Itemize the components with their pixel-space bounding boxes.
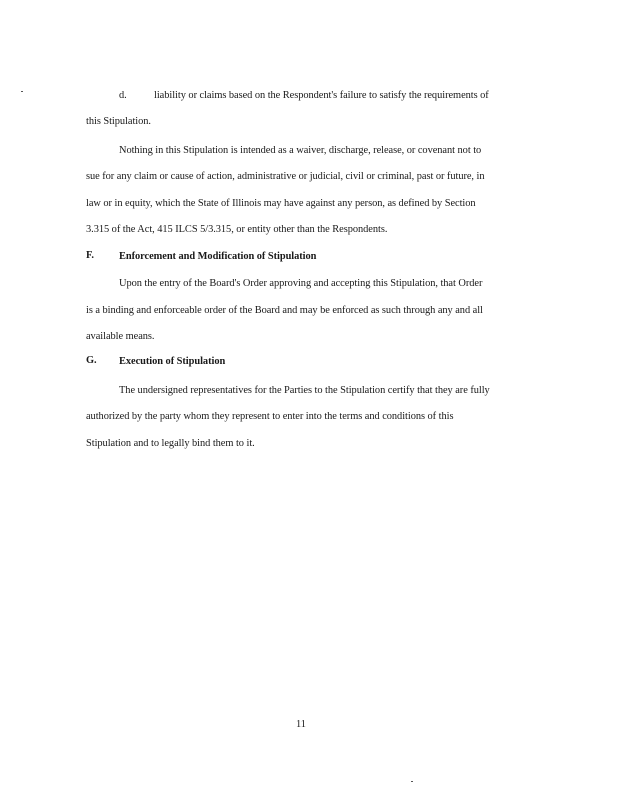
section-g-line-2: authorized by the party whom they represent to enter into the terms and conditions of this	[86, 411, 454, 422]
section-f-letter: F.	[86, 250, 94, 261]
section-f-line-2: is a binding and enforceable order of the Board and may be enforced as such through any and all	[86, 305, 483, 316]
reservation-line-1: Nothing in this Stipulation is intended as a waiver, discharge, release, or covenant not to	[119, 145, 482, 156]
item-d-marker: d.	[119, 90, 127, 101]
scan-speck	[21, 91, 23, 92]
section-f-line-1: Upon the entry of the Board's Order approving and accepting this Stipulation, that Order	[119, 278, 483, 289]
section-g-heading: Execution of Stipulation	[119, 356, 226, 367]
page-number: 11	[296, 719, 306, 730]
section-g-line-1: The undersigned representatives for the Parties to the Stipulation certify that they are fully	[119, 385, 490, 396]
reservation-line-4: 3.315 of the Act, 415 ILCS 5/3.315, or entity other than the Respondents.	[86, 224, 388, 235]
section-g-line-3: Stipulation and to legally bind them to it.	[86, 438, 255, 449]
item-d-text-line-2: this Stipulation.	[86, 116, 151, 127]
reservation-line-2: sue for any claim or cause of action, administrative or judicial, civil or criminal, past or future, in	[86, 171, 485, 182]
scan-speck	[411, 781, 413, 782]
item-d-text-line-1: liability or claims based on the Respondent's failure to satisfy the requirements of	[154, 90, 489, 101]
section-g-letter: G.	[86, 355, 97, 366]
section-f-line-3: available means.	[86, 331, 155, 342]
section-f-heading: Enforcement and Modification of Stipulation	[119, 251, 317, 262]
reservation-line-3: law or in equity, which the State of Illinois may have against any person, as defined by Section	[86, 198, 476, 209]
